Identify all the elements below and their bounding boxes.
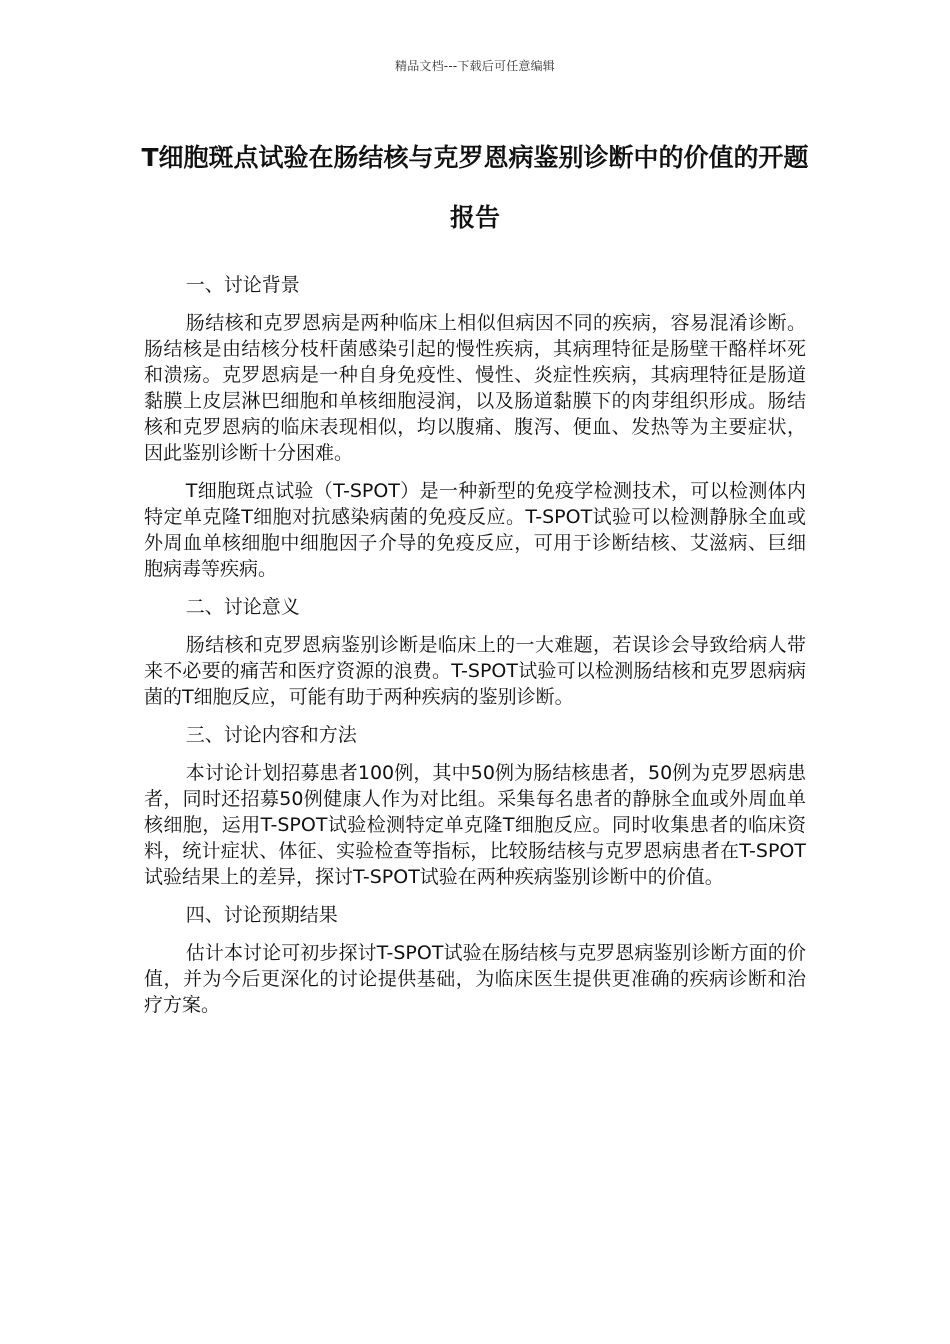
paragraph: 本讨论计划招募患者100例，其中50例为肠结核患者，50例为克罗恩病患者，同时还招募50例健康人作为对比组。采集每名患者的静脉全血或外周血单核细胞，运用T-SPOT试验检测特定单克隆T细胞反应。同时收集患者的临床资料，统计症状、体征、实验检查等指标，比较肠结核与克罗恩病患者在T-SPOT试验结果上的差异，探讨T-SPOT试验在两种疾病鉴别诊断中的价值。 bbox=[144, 762, 806, 888]
paragraph: 肠结核和克罗恩病是两种临床上相似但病因不同的疾病，容易混淆诊断。肠结核是由结核分枝杆菌感染引起的慢性疾病，其病理特征是肠壁干酪样坏死和溃疡。克罗恩病是一种自身免疫性、慢性、炎症性疾病，其病理特征是肠道黏膜上皮层淋巴细胞和单核细胞浸润，以及肠道黏膜下的肉芽组织形成。肠结核和克罗恩病的临床表现相似，均以腹痛、腹泻、便血、发热等为主要症状，因此鉴别诊断十分困难。 bbox=[144, 312, 806, 464]
section-methods bbox=[144, 722, 806, 890]
header-note: 精品文档---下载后可任意编辑 bbox=[395, 59, 555, 73]
section-heading: 二、讨论意义 bbox=[185, 596, 300, 618]
section-expected-results bbox=[144, 902, 806, 1018]
paragraph: T细胞斑点试验（T-SPOT）是一种新型的免疫学检测技术，可以检测体内特定单克隆T细胞对抗感染病菌的免疫反应。T-SPOT试验可以检测静脉全血或外周血单核细胞中细胞因子介导的免疫反应，可用于诊断结核、艾滋病、巨细胞病毒等疾病。 bbox=[144, 480, 806, 580]
section-background bbox=[144, 272, 806, 582]
paragraph: 肠结核和克罗恩病鉴别诊断是临床上的一大难题，若误诊会导致给病人带来不必要的痛苦和医疗资源的浪费。T-SPOT试验可以检测肠结核和克罗恩病病菌的T细胞反应，可能有助于两种疾病的鉴别诊断。 bbox=[144, 634, 806, 708]
document-body bbox=[144, 272, 806, 1030]
section-significance bbox=[144, 594, 806, 710]
document-title: T细胞斑点试验在肠结核与克罗恩病鉴别诊断中的价值的开题报告 bbox=[141, 143, 809, 232]
section-heading: 三、讨论内容和方法 bbox=[185, 724, 357, 746]
section-heading: 一、讨论背景 bbox=[185, 274, 300, 296]
paragraph: 估计本讨论可初步探讨T-SPOT试验在肠结核与克罗恩病鉴别诊断方面的价值，并为今后更深化的讨论提供基础，为临床医生提供更准确的疾病诊断和治疗方案。 bbox=[144, 942, 806, 1016]
section-heading: 四、讨论预期结果 bbox=[185, 904, 338, 926]
